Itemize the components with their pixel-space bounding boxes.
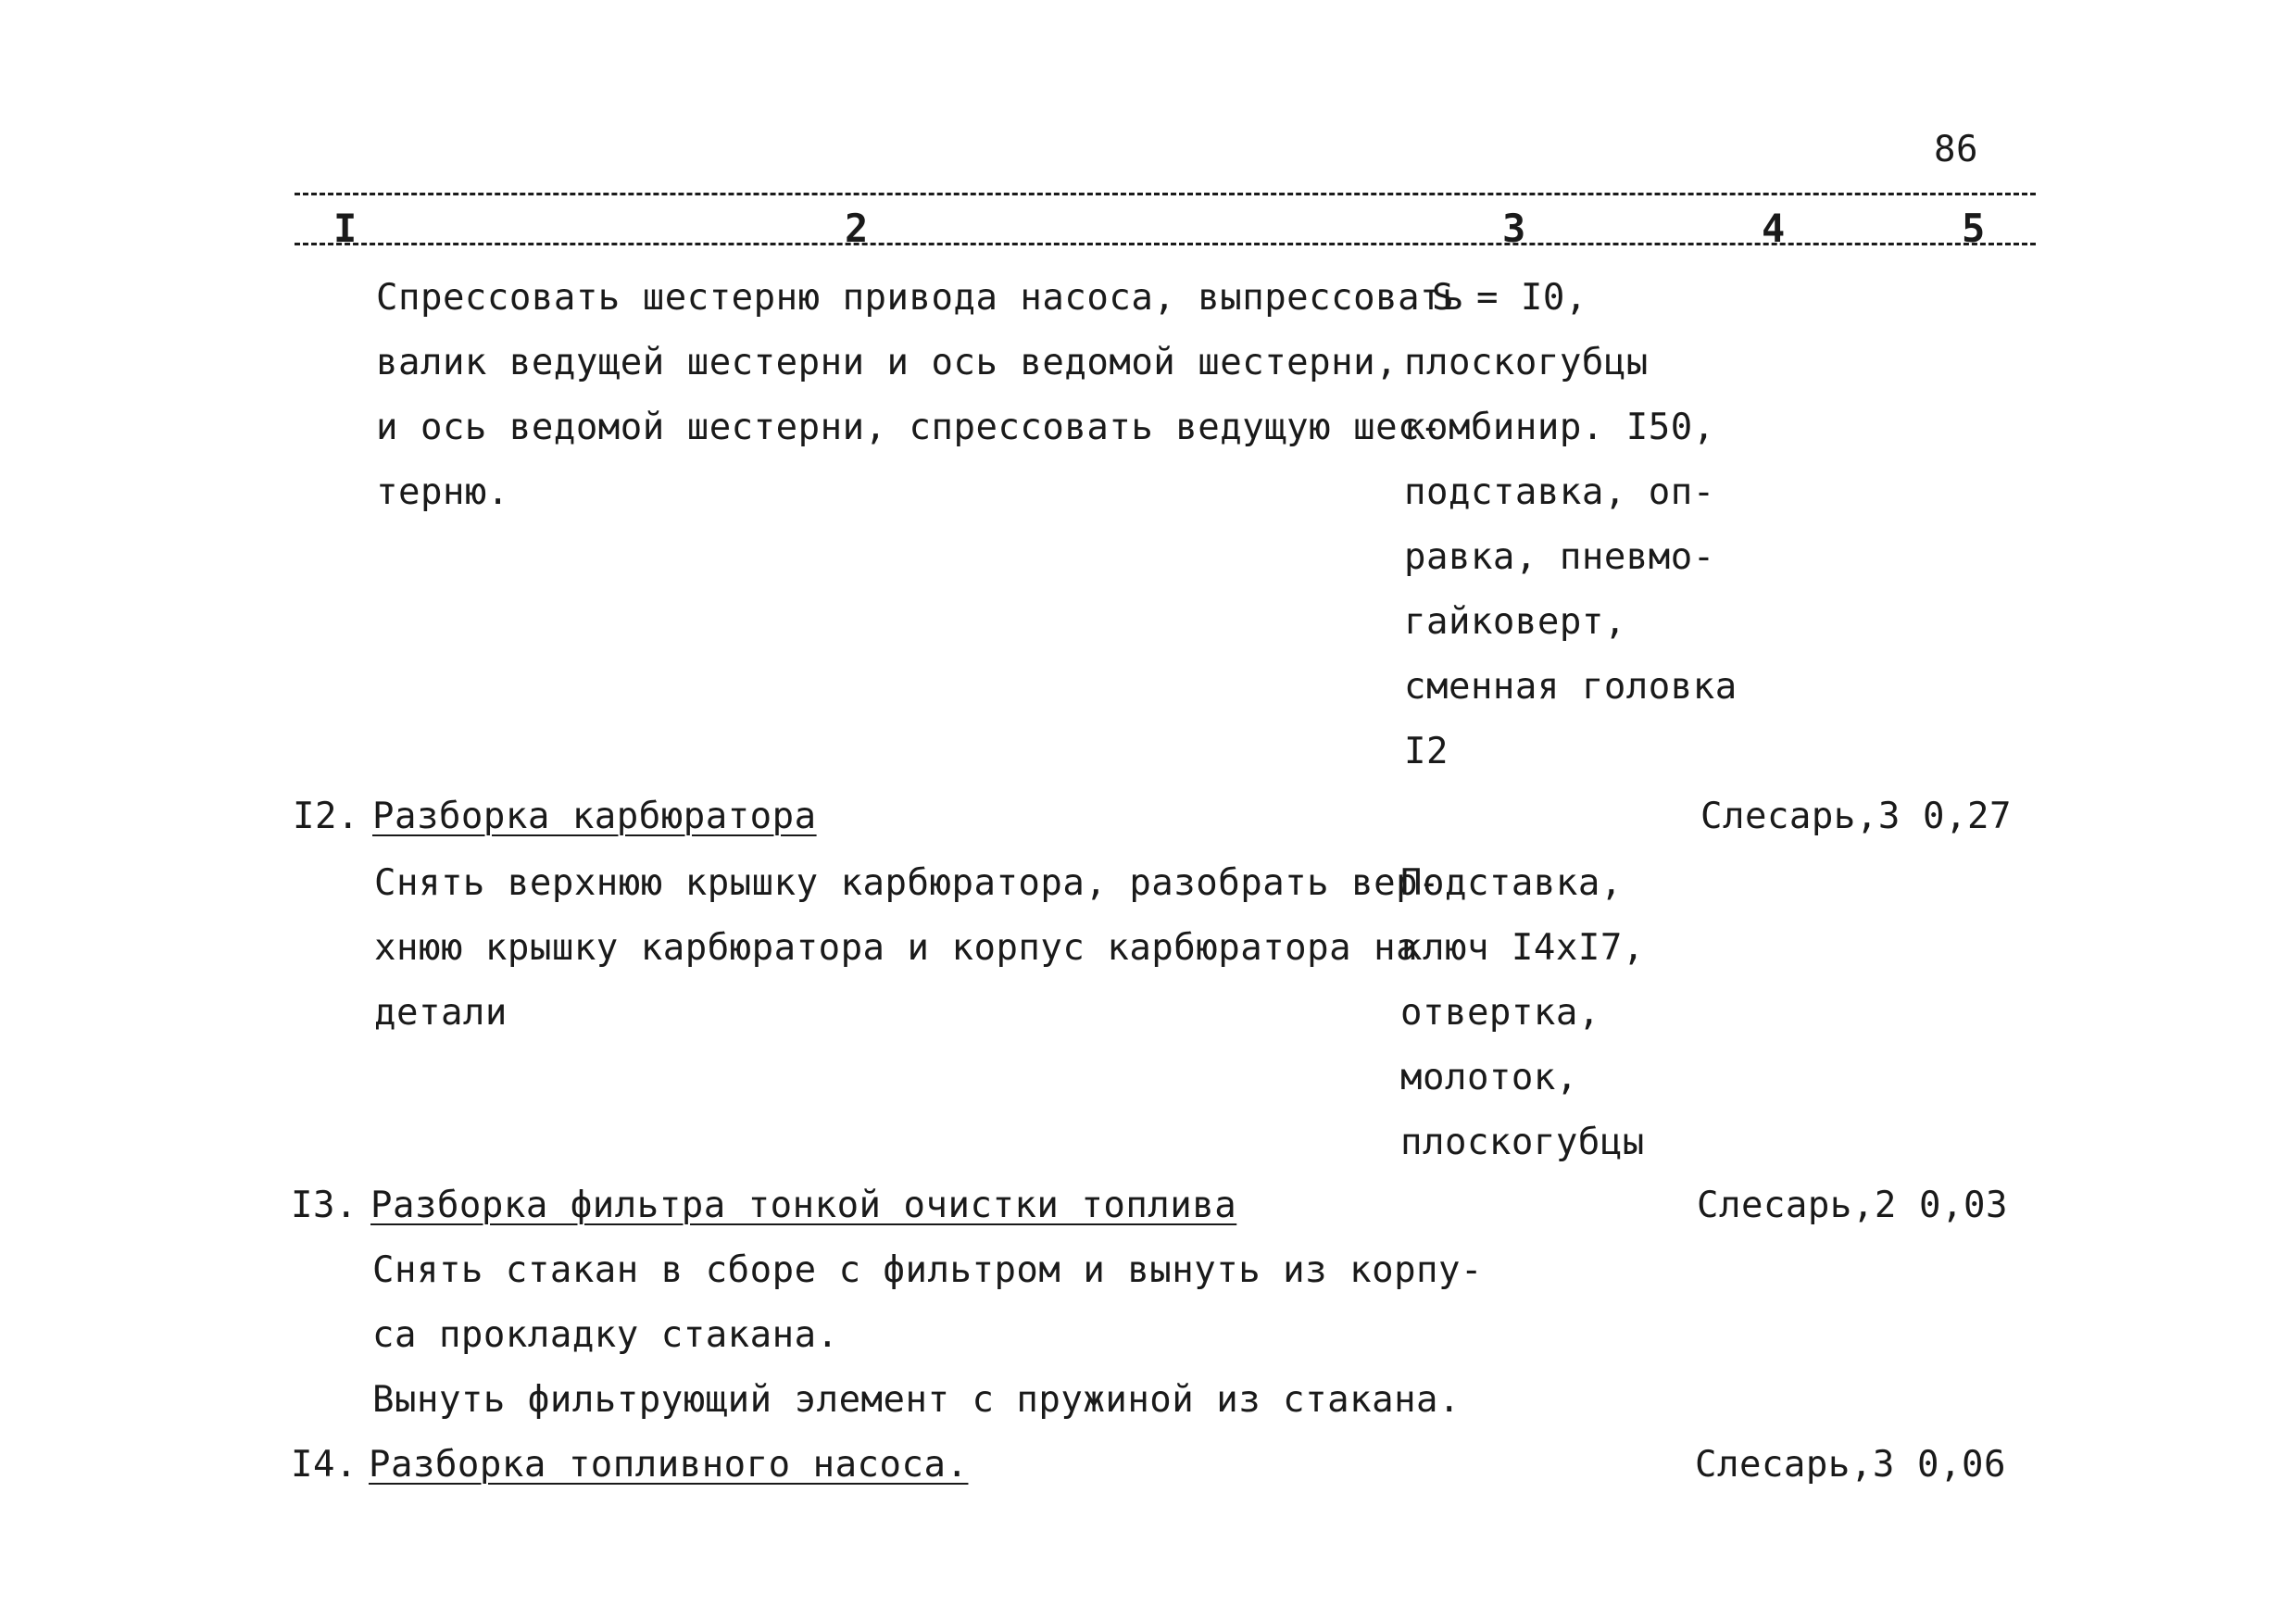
header-rule-top <box>295 193 2036 195</box>
item13-desc-line3: Вынуть фильтрующий элемент с пружиной из стакана. <box>372 1379 1462 1421</box>
item14-number: I4. <box>291 1444 358 1486</box>
item14-title: Разборка топливного насоса. <box>369 1444 969 1486</box>
item12-tools-line1: Подставка, <box>1400 862 1623 904</box>
item11-desc-line1: Спрессовать шестерню привода насоса, выпрессовать <box>376 277 1465 319</box>
item11-tools-line4: подставка, оп- <box>1404 471 1715 513</box>
item12-tools-line4: молоток, <box>1400 1057 1578 1098</box>
item13-desc-line2: са прокладку стакана. <box>372 1314 839 1356</box>
item13-title: Разборка фильтра тонкой очистки топлива <box>370 1185 1237 1226</box>
item11-tools-line7: сменная головка <box>1404 666 1738 708</box>
item13-time: 0,03 <box>1919 1185 2008 1226</box>
item11-tools-line2: плоскогубцы <box>1404 342 1649 383</box>
item12-number: I2. <box>293 796 359 837</box>
item12-tools-line3: отвертка, <box>1400 992 1600 1034</box>
item12-time: 0,27 <box>1923 796 2012 837</box>
item11-tools-line6: гайковерт, <box>1404 601 1626 643</box>
item11-desc-line2: валик ведущей шестерни и ось ведомой шестерни, <box>376 342 1399 383</box>
item12-desc-line1: Снять верхнюю крышку карбюратора, разобрать вер- <box>374 862 1441 904</box>
item11-tools-line1: S = I0, <box>1432 277 1587 319</box>
item12-desc-line2: хнюю крышку карбюратора и корпус карбюратора на <box>374 927 1419 969</box>
item12-worker: Слесарь,3 <box>1700 796 1901 837</box>
page-number: 86 <box>1934 129 1978 170</box>
item14-worker: Слесарь,3 <box>1695 1444 1895 1486</box>
item12-tools-line2: ключ I4xI7, <box>1400 927 1645 969</box>
item12-tools-line5: плоскогубцы <box>1400 1122 1645 1163</box>
item12-desc-line3: детали <box>374 992 508 1034</box>
item13-desc-line1: Снять стакан в сборе с фильтром и вынуть из корпу- <box>372 1249 1483 1291</box>
item11-desc-line4: терню. <box>376 471 509 513</box>
column-header-1: I <box>333 206 358 251</box>
column-header-5: 5 <box>1962 206 1986 251</box>
column-header-2: 2 <box>845 206 869 251</box>
item13-number: I3. <box>291 1185 358 1226</box>
item11-tools-line3: комбинир. I50, <box>1404 407 1715 448</box>
item11-tools-line8: I2 <box>1404 731 1449 772</box>
item11-desc-line3: и ось ведомой шестерни, спрессовать ведущую шес- <box>376 407 1443 448</box>
item13-worker: Слесарь,2 <box>1697 1185 1897 1226</box>
item14-time: 0,06 <box>1917 1444 2006 1486</box>
item12-title: Разборка карбюратора <box>372 796 817 837</box>
column-header-4: 4 <box>1762 206 1786 251</box>
column-header-3: 3 <box>1502 206 1526 251</box>
item11-tools-line5: равка, пневмо- <box>1404 536 1715 578</box>
